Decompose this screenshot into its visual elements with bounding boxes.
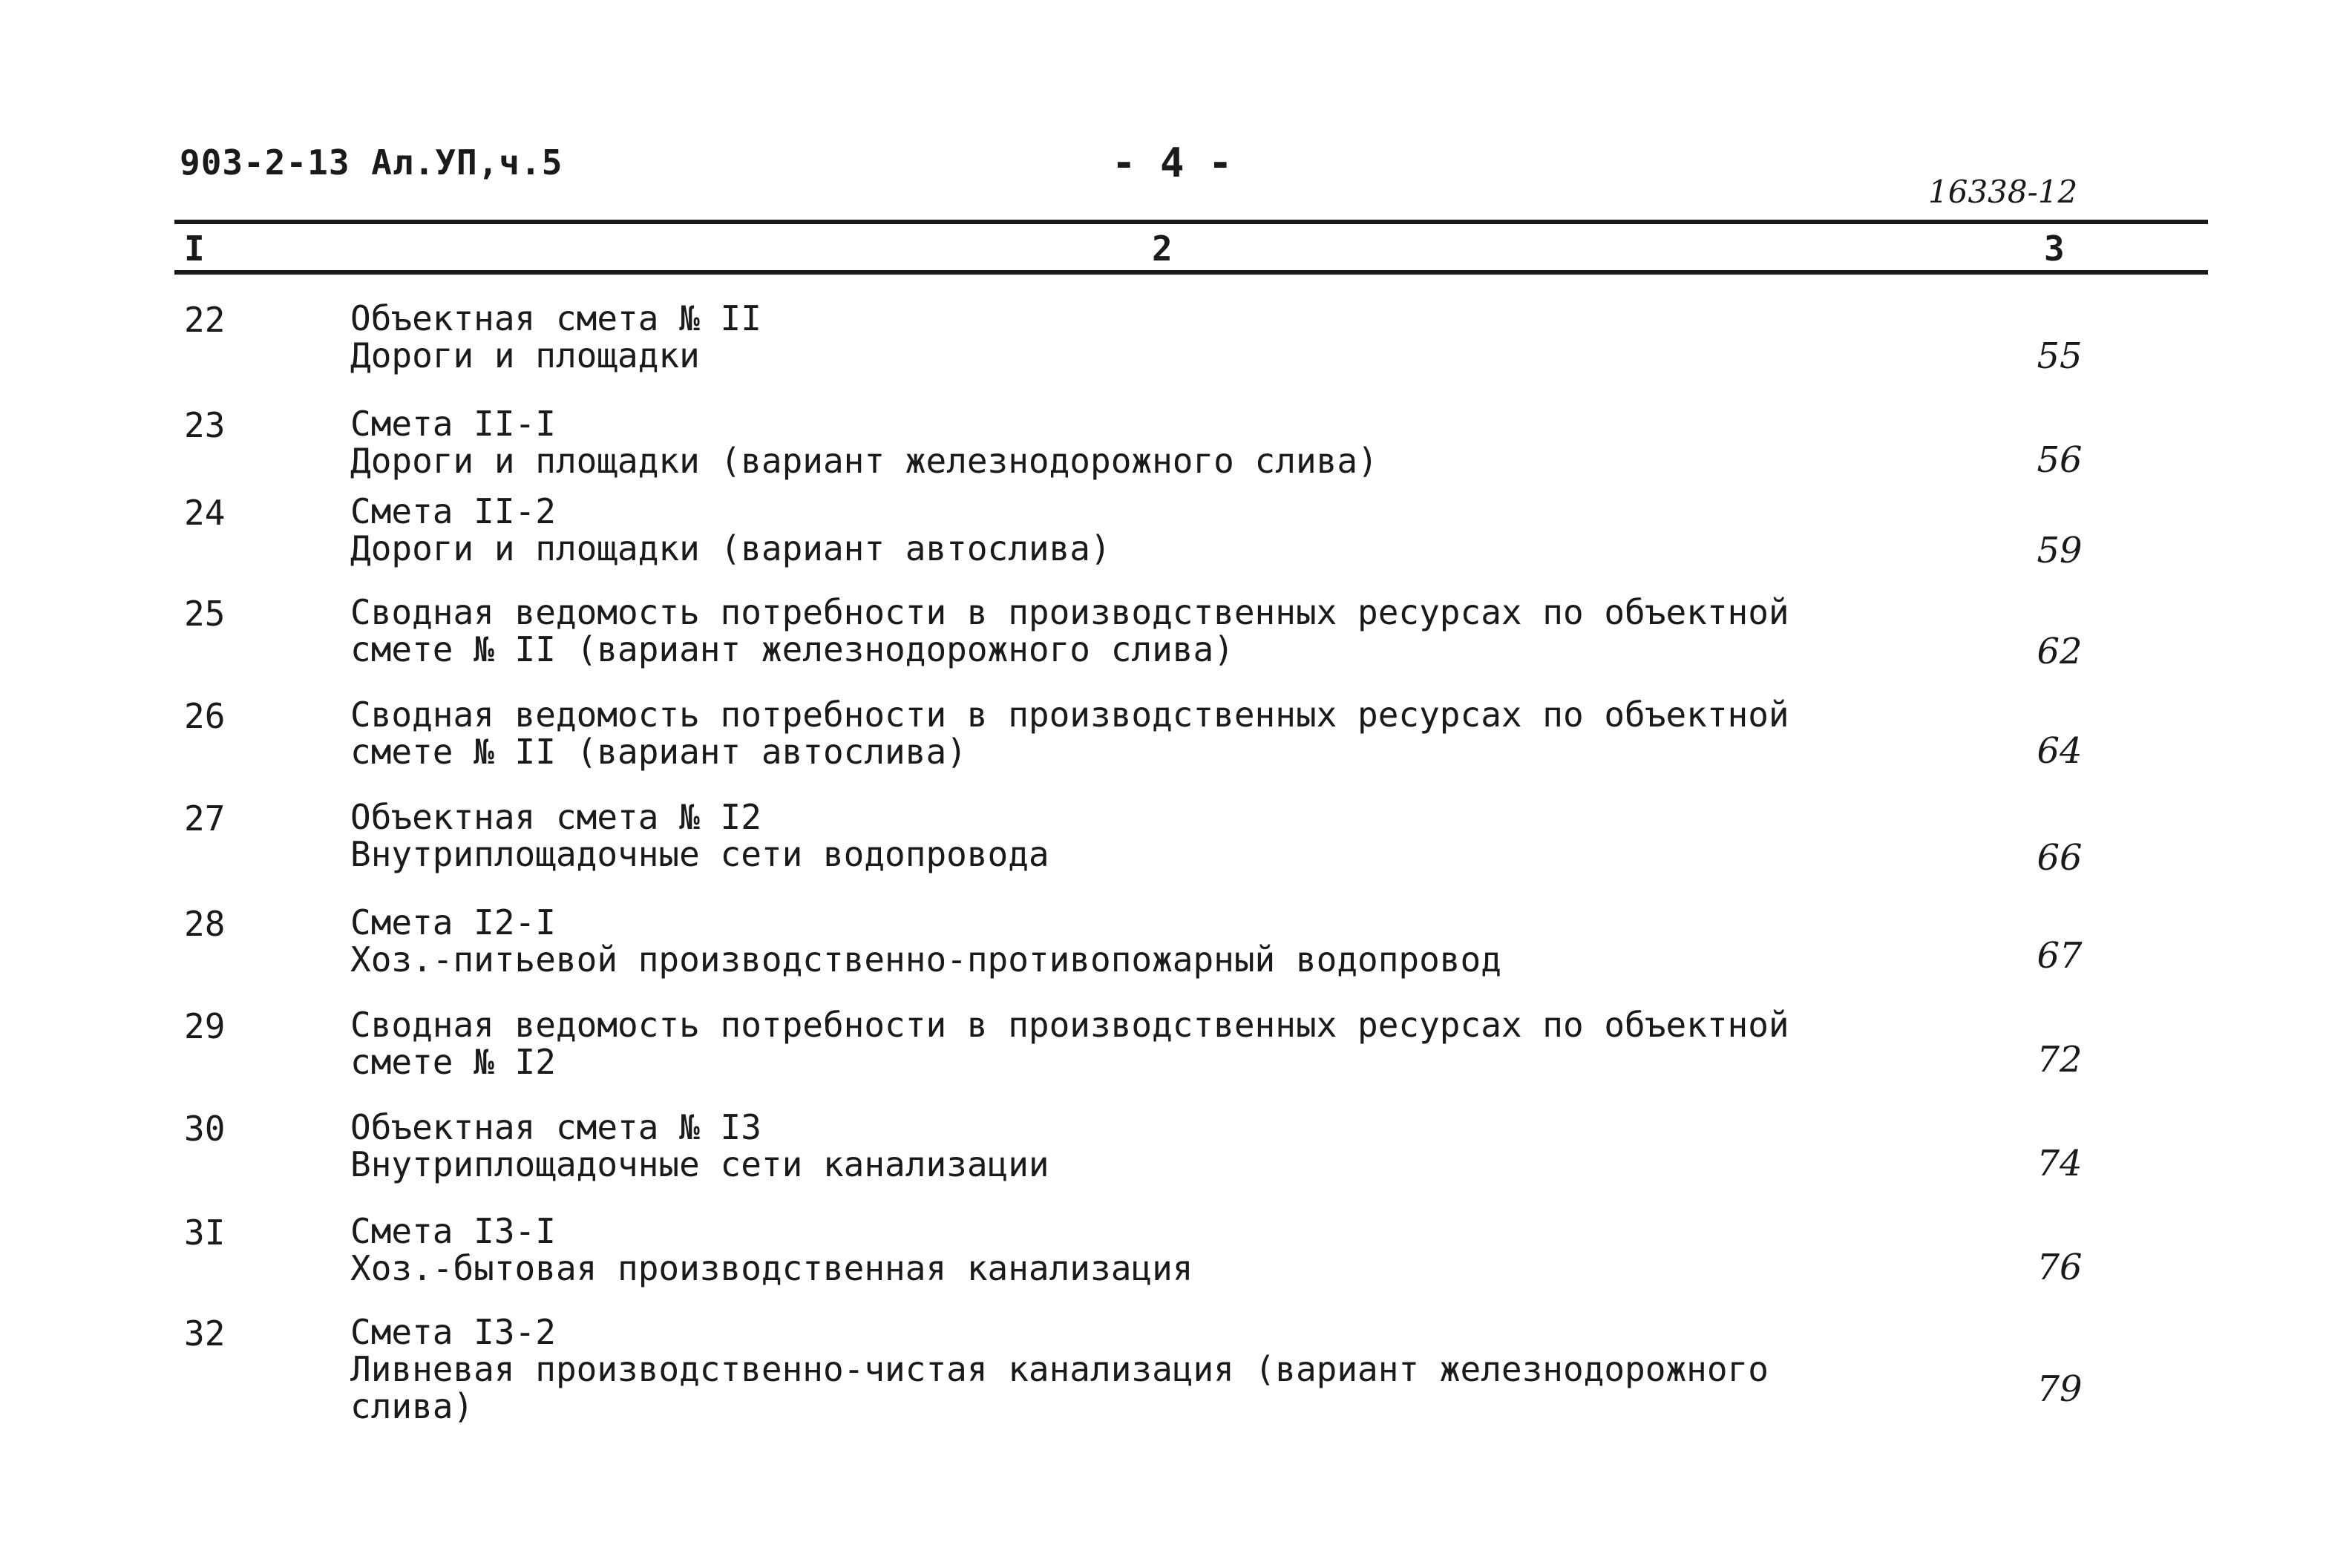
page-number: - 4 - [1112,140,1233,186]
row-page: 62 [2037,631,2083,672]
row-text: Сводная ведомость потребности в производственных ресурсах по объектной смете № I2 [350,1005,1789,1082]
column-header-3: 3 [2044,229,2065,269]
row-page: 59 [2037,530,2083,571]
row-page: 72 [2037,1039,2083,1080]
row-number: 3I [184,1213,226,1253]
row-page: 66 [2037,837,2083,879]
document-code: 903-2-13 Ал.УП,ч.5 [180,142,563,183]
row-number: 30 [184,1109,226,1149]
row-number: 24 [184,493,226,533]
row-page: 76 [2037,1247,2083,1288]
row-number: 32 [184,1313,226,1354]
row-number: 28 [184,904,226,944]
row-page: 56 [2037,439,2083,481]
row-page: 79 [2037,1368,2083,1410]
row-number: 29 [184,1006,226,1046]
row-page: 74 [2037,1143,2083,1184]
row-page: 64 [2037,730,2083,772]
table-header-rule [174,270,2208,275]
inventory-number: 16338-12 [1928,174,2078,210]
row-text: Смета II-2 Дороги и площадки (вариант автослива) [350,491,1111,568]
row-text: Сводная ведомость потребности в производственных ресурсах по объектной смете № II (вариант автослива) [350,695,1789,772]
column-header-2: 2 [1152,229,1173,269]
row-number: 23 [184,405,226,445]
row-text: Объектная смета № I3 Внутриплощадочные сети канализации [350,1107,1049,1184]
row-text: Смета I2-I Хоз.-питьевой производственно-противопожарный водопровод [350,902,1501,980]
row-text: Объектная смета № II Дороги и площадки [350,298,761,375]
row-page: 67 [2037,935,2083,977]
row-text: Сводная ведомость потребности в производственных ресурсах по объектной смете № II (вариант железнодорожного слива) [350,592,1789,669]
row-page: 55 [2037,335,2083,377]
row-text: Смета I3-2 Ливневая производственно-чистая канализация (вариант железнодорожного слива) [350,1312,1769,1426]
row-number: 25 [184,594,226,634]
row-text: Смета II-I Дороги и площадки (вариант железнодорожного слива) [350,404,1378,481]
table-top-rule [174,220,2208,224]
row-text: Объектная смета № I2 Внутриплощадочные сети водопровода [350,797,1049,874]
column-header-1: I [184,229,205,269]
row-number: 26 [184,696,226,736]
row-number: 22 [184,300,226,340]
row-number: 27 [184,798,226,839]
row-text: Смета I3-I Хоз.-бытовая производственная канализация [350,1211,1193,1288]
